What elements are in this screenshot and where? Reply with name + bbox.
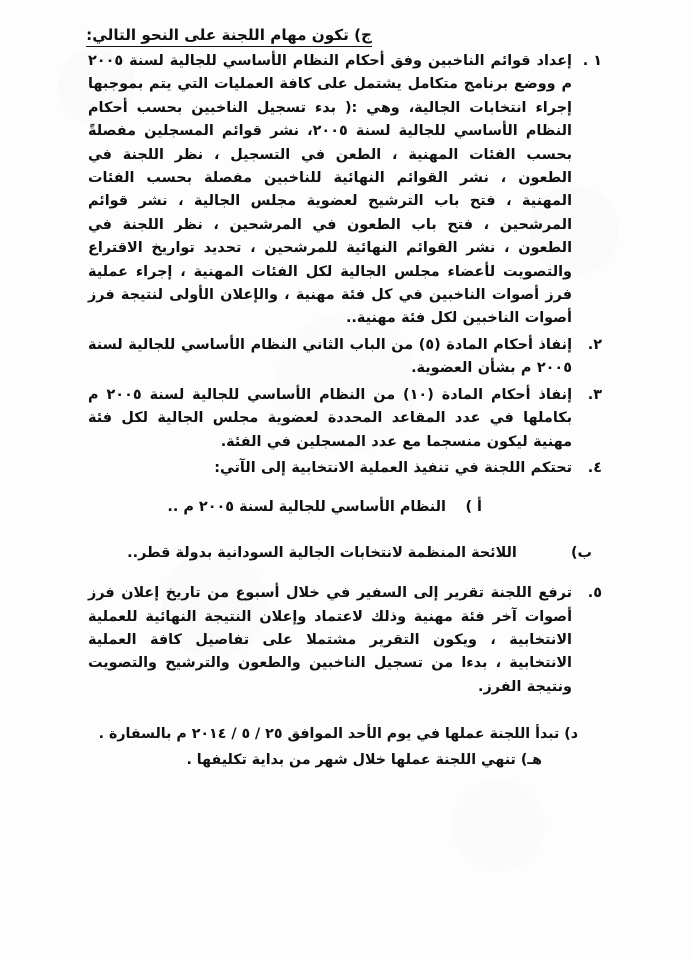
list-item-marker: ١ .: [582, 53, 602, 69]
list-item: [88, 457, 602, 480]
section-heading: [88, 24, 602, 47]
sub-list-item-marker: أ ): [465, 499, 482, 516]
list-item: [88, 384, 602, 454]
list-item-marker: ٥.: [587, 585, 602, 602]
list-item-marker: ٣.: [587, 386, 602, 403]
sub-list-item-marker: ب): [570, 544, 592, 561]
sub-list-item-text: اللائحة المنظمة لانتخابات الجالية السودانية بدولة قطر..: [127, 544, 517, 561]
list-item-text: إنفاذ أحكام المادة (٥) من الباب الثاني النظام الأساسي للجالية لسنة ٢٠٠٥ م بشأن العضوية.: [88, 336, 572, 377]
clause-start-date: د) تبدأ اللجنة عملها في يوم الأحد الموافق ٢٥ / ٥ / ٢٠١٤ م بالسفارة .: [98, 726, 578, 743]
spacer: [88, 565, 602, 579]
clause-end-duration: هـ) تنهي اللجنة عملها خلال شهر من بداية تكليفها .: [186, 752, 542, 769]
list-item-text: إنفاذ أحكام المادة (١٠) من النظام الأساسي للجالية لسنة ٢٠٠٥ م بكاملها في عدد المقاعد المحددة لعضوية مجلس الجالية لكل فئة مهنية ليكون منسجما مع عدد المسجلين في الفئة.: [88, 386, 572, 450]
sub-list-item: [88, 496, 602, 519]
sub-list-item-text: النظام الأساسي للجالية لسنة ٢٠٠٥ م ..: [167, 499, 446, 516]
list-item: [88, 334, 602, 381]
list-item: [88, 50, 602, 331]
list-item-marker: ٤.: [587, 459, 602, 476]
list-item-marker: ٢.: [587, 336, 602, 353]
section-heading-text: ج) تكون مهام اللجنة على النحو التالي:: [86, 24, 372, 47]
list-item-text: تحتكم اللجنة في تنفيذ العملية الانتخابية إلى الآتي:: [214, 459, 572, 476]
list-item: [88, 582, 602, 699]
list-item-text: ترفع اللجنة تقرير إلى السفير في خلال أسبوع من تاريخ إعلان فرز أصوات آخر فئة مهنية وذلك لاعتماد وإعلان النتيجة النهائية للعملية الانتخابية ، ويكون التقرير مشتملا على تفاصيل كافة العملية الانتخابية ، بدءا من تسجيل الناخبين والطعون والترشيح والتصويت ونتيجة الفرز.: [88, 585, 572, 695]
list-item-text: إعداد قوائم الناخبين وفق أحكام النظام الأساسي للجالية لسنة ٢٠٠٥ م ووضع برنامج متكامل يشتمل على كافة العمليات التي يتم بموجبها إجراء انتخابات الجالية، وهي :( بدء تسجيل الناخبين بحسب أحكام النظام الأساسي للجالية لسنة ٢٠٠٥، نشر قوائم المسجلين مفصلةً بحسب الفئات المهنية ، الطعن في التسجيل ، نظر اللجنة في الطعون ، نشر القوائم النهائية للناخبين مفصلة بحسب الفئات المهنية ، فتح باب الترشيح لعضوية مجلس الجالية ، نشر قوائم المرشحين ، فتح باب الطعون في المرشحين ، نظر اللجنة في الطعون ، نشر القوائم النهائية للمرشحين ، تحديد تواريخ الاقتراع والتصويت لأعضاء مجلس الجالية لكل الفئات المهنية ، إجراء عملية فرز أصوات الناخبين في كل فئة مهنية ، والإعلان الأولى لنتيجة فرز أصوات الناخبين لكل فئة مهنية..: [88, 53, 572, 327]
document-text-body: [88, 24, 602, 771]
sub-list-item: [88, 542, 602, 565]
